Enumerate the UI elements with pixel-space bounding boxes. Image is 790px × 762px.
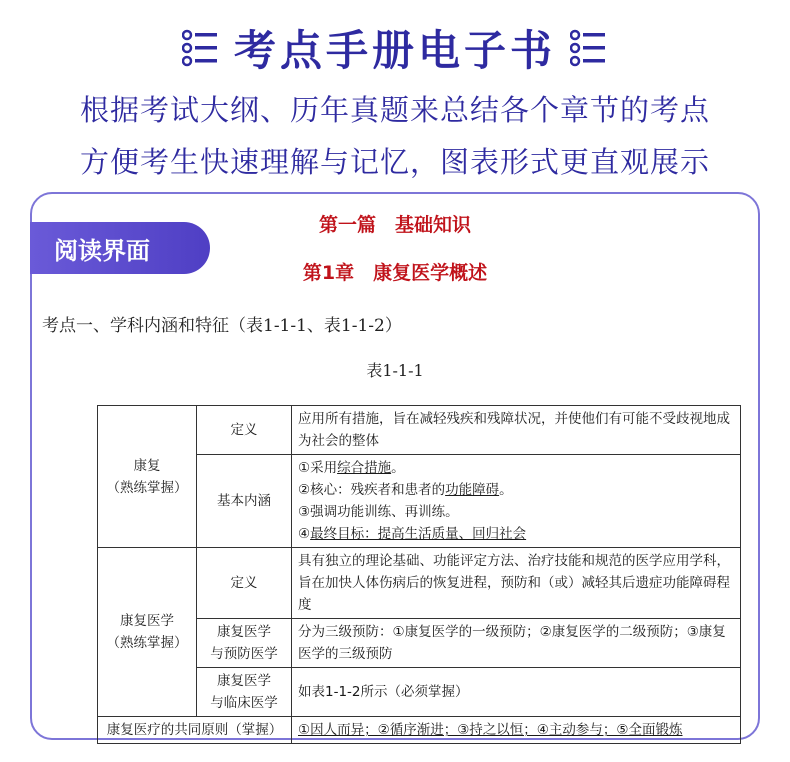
table-row	[98, 717, 741, 744]
reading-view-badge: 阅读界面	[30, 222, 210, 274]
text-run: 。	[391, 460, 405, 476]
exam-point-heading: 考点一、学科内涵和特征（表1-1-1、表1-1-2）	[42, 316, 402, 336]
text-run: 。	[499, 482, 513, 498]
chapter-title: 第1章 康复医学概述	[302, 262, 488, 284]
content-cell: 如表1-1-2所示（必须掌握）	[292, 668, 741, 717]
text-run: ①采用	[298, 460, 338, 476]
part-title: 第一篇 基础知识	[318, 214, 471, 236]
subcategory-cell: 基本内涵	[197, 455, 292, 548]
table-row	[98, 548, 741, 619]
underlined-text: ①因人而异；②循序渐进；③持之以恒；④主动参与；⑤全面锻炼	[298, 722, 683, 738]
content-cell	[292, 455, 741, 548]
header-title-row	[0, 18, 790, 78]
table-row	[98, 406, 741, 455]
text-run: ④	[298, 526, 311, 542]
content-cell: 分为三级预防：①康复医学的一级预防；②康复医学的二级预防；③康复医学的三级预防	[292, 619, 741, 668]
knowledge-table	[97, 405, 741, 744]
text-run: ②核心：残疾者和患者的	[298, 482, 446, 498]
subcategory-cell: 定义	[197, 406, 292, 455]
content-line	[298, 457, 734, 479]
category-cell: 康复医学 （熟练掌握）	[98, 548, 197, 717]
underlined-text: 最终目标：提高生活质量、回归社会	[310, 526, 527, 542]
content-cell	[292, 717, 741, 744]
page-title: 考点手册电子书	[233, 26, 556, 75]
category-cell: 康复 （熟练掌握）	[98, 406, 197, 548]
content-line	[298, 523, 734, 545]
underlined-text: 功能障碍	[445, 482, 500, 498]
subcategory-cell: 康复医学 与预防医学	[197, 619, 292, 668]
table-caption: 表1-1-1	[366, 361, 424, 380]
category-cell: 康复医疗的共同原则（掌握）	[98, 717, 292, 744]
subcategory-cell: 康复医学 与临床医学	[197, 668, 292, 717]
content-line	[298, 479, 734, 501]
list-icon	[182, 28, 220, 68]
content-cell: 应用所有措施，旨在减轻残疾和残障状况，并使他们有可能不受歧视地成为社会的整体	[292, 406, 741, 455]
subtitle-line-1: 根据考试大纲、历年真题来总结各个章节的考点	[79, 93, 710, 127]
subcategory-cell: 定义	[197, 548, 292, 619]
content-cell: 具有独立的理论基础、功能评定方法、治疗技能和规范的医学应用学科，旨在加快人体伤病后的恢复进程，预防和（或）减轻其后遗症功能障碍程度	[292, 548, 741, 619]
underlined-text: 综合措施	[337, 460, 392, 476]
content-line: ③强调功能训练、再训练。	[298, 504, 459, 520]
list-icon	[570, 28, 608, 68]
subtitle-line-2: 方便考生快速理解与记忆，图表形式更直观展示	[79, 145, 710, 179]
